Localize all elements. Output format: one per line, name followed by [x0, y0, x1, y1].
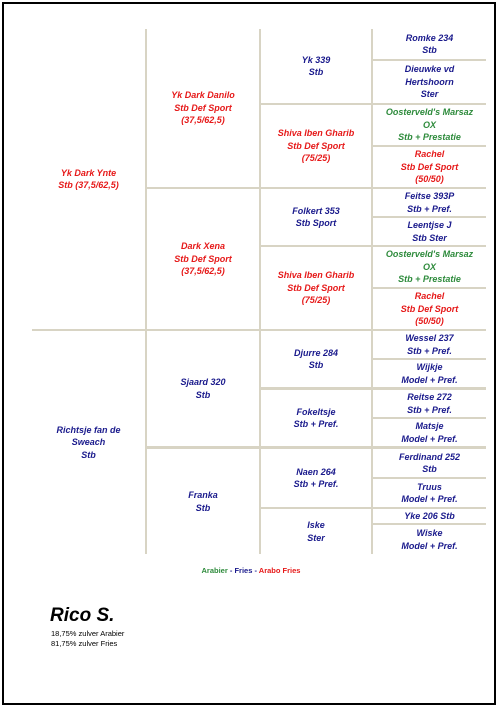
pedigree-cell-line: Stb + Pref.: [407, 203, 452, 214]
pedigree-cell-line: Naen 264: [296, 466, 336, 477]
pedigree-cell-line: Ster: [307, 532, 325, 543]
pedigree-cell-line: Leentjse J: [407, 220, 452, 230]
pedigree-cell-gen4: [373, 105, 486, 145]
pedigree-cell-line: Stb Def Sport: [287, 140, 345, 151]
pedigree-cell-line: OX: [422, 261, 436, 272]
pedigree-cell-line: Djurre 284: [293, 347, 339, 358]
percentage-arabier: 18,75% zulver Arabier: [51, 629, 125, 638]
pedigree-cell-line: Stb: [195, 502, 211, 513]
pedigree-cell-gen3: [261, 247, 371, 329]
pedigree-cell-line: OX: [422, 119, 436, 130]
pedigree-cell-line: (75/25): [301, 153, 331, 164]
pedigree-cell-line: Franka: [188, 490, 218, 500]
pedigree-cell-line: (37,5/62,5): [181, 266, 225, 277]
pedigree-cell-gen2: [147, 189, 259, 329]
pedigree-cell-gen3: [261, 29, 371, 103]
pedigree-cell-line: Wiske: [416, 528, 443, 538]
pedigree-cell-gen1: [32, 331, 145, 554]
legend-fries: Fries: [234, 566, 253, 575]
pedigree-cell-gen4: [373, 509, 486, 523]
pedigree-cell-line: Wijkje: [416, 362, 443, 372]
pedigree-cell-line: Fokeltsje: [296, 406, 336, 417]
pedigree-cell-line: Stb Def Sport: [174, 253, 232, 264]
pedigree-cell-gen4: [373, 61, 486, 103]
pedigree-cell-line: Romke 234: [405, 32, 454, 43]
pedigree-cell-line: Stb + Prestatie: [398, 274, 461, 285]
pedigree-cell-line: Model + Pref.: [401, 374, 458, 385]
pedigree-cell-line: (50/50): [415, 174, 444, 185]
pedigree-cell-line: Stb + Prestatie: [398, 132, 461, 143]
pedigree-cell-line: Stb: [422, 464, 437, 474]
pedigree-cell-line: Reitse 272: [407, 392, 452, 402]
pedigree-cell-gen3: [261, 509, 371, 554]
pedigree-cell-line: Stb: [422, 45, 437, 55]
pedigree-cell-line: Matsje: [415, 421, 444, 431]
pedigree-cell-line: Stb: [308, 360, 324, 370]
pedigree-cell-gen2: [147, 449, 259, 554]
pedigree-cell-gen3: [261, 105, 371, 187]
pedigree-cell-line: Wessel 237: [405, 333, 454, 343]
pedigree-cell-gen4: [373, 479, 486, 507]
pedigree-cell-line: Yke 206 Stb: [404, 510, 455, 521]
percentage-fries: 81,75% zulver Fries: [51, 639, 118, 648]
pedigree-cell-line: Yk Dark Ynte: [60, 167, 117, 178]
pedigree-cell-line: Yk 339: [301, 54, 331, 65]
pedigree-cell-line: Iske: [307, 520, 325, 530]
pedigree-cell-line: Truus: [417, 481, 442, 492]
pedigree-cell-line: Yk Dark Danilo: [171, 90, 235, 101]
pedigree-cell-gen3: [261, 189, 371, 245]
pedigree-cell-line: Ster: [420, 89, 439, 100]
pedigree-page: [2, 2, 496, 705]
pedigree-cell-line: Stb Ster: [412, 232, 447, 243]
pedigree-cell-gen4: [373, 218, 486, 245]
pedigree-table: [32, 29, 486, 554]
breed-legend: [4, 566, 498, 575]
pedigree-cell-gen4: [373, 331, 486, 358]
pedigree-cell-line: Stb Def Sport: [400, 303, 459, 314]
pedigree-cell-line: Shiva Iben Gharib: [277, 270, 355, 281]
pedigree-cell-line: Stb Def Sport: [400, 161, 459, 172]
pedigree-cell-line: Oosterveld's Marsaz: [385, 107, 474, 118]
pedigree-cell-gen4: [373, 147, 486, 187]
pedigree-cell-line: Stb: [81, 449, 96, 460]
legend-separator: -: [227, 566, 235, 575]
pedigree-cell-line: Rachel: [414, 291, 445, 302]
pedigree-cell-line: Oosterveld's Marsaz: [385, 249, 474, 260]
pedigree-cell-gen4: [373, 189, 486, 216]
pedigree-cell-line: Stb: [195, 389, 211, 400]
pedigree-cell-line: Model + Pref.: [401, 494, 458, 504]
pedigree-cell-line: Ferdinand 252: [398, 451, 461, 462]
pedigree-cell-line: Richtsje fan de: [56, 424, 121, 435]
pedigree-cell-line: Folkert 353: [292, 205, 340, 216]
pedigree-cell-line: Rachel: [414, 149, 445, 160]
pedigree-cell-line: Sjaard 320: [180, 377, 226, 387]
pedigree-cell-line: Sweach: [71, 437, 106, 448]
pedigree-cell-gen1: [32, 29, 145, 329]
pedigree-cell-line: Stb Sport: [295, 218, 337, 228]
pedigree-cell-line: Stb + Pref.: [293, 479, 339, 489]
pedigree-cell-gen4: [373, 449, 486, 477]
pedigree-cell-gen3: [261, 390, 371, 446]
pedigree-cell-line: (75/25): [301, 295, 331, 306]
pedigree-cell-line: Shiva Iben Gharib: [277, 128, 355, 139]
pedigree-cell-line: Stb: [308, 67, 324, 77]
pedigree-cell-gen4: [373, 289, 486, 329]
pedigree-cell-line: Stb Def Sport: [174, 102, 232, 113]
pedigree-cell-gen2: [147, 29, 259, 187]
pedigree-cell-gen2: [147, 331, 259, 446]
legend-arabo-fries: Arabo Fries: [258, 566, 301, 575]
pedigree-cell-line: Dark Xena: [180, 241, 226, 252]
pedigree-cell-gen3: [261, 331, 371, 387]
pedigree-cell-line: Hertshoorn: [405, 76, 454, 87]
pedigree-cell-line: Stb + Pref.: [407, 345, 452, 356]
pedigree-cell-gen4: [373, 247, 486, 287]
pedigree-cell-line: (50/50): [415, 316, 444, 327]
pedigree-cell-gen4: [373, 360, 486, 387]
legend-separator: -: [252, 566, 259, 575]
pedigree-cell-gen4: [373, 419, 486, 446]
pedigree-cell-line: Stb + Pref.: [293, 419, 339, 429]
legend-arabier: Arabier: [201, 566, 228, 575]
pedigree-cell-line: Model + Pref.: [401, 433, 458, 444]
pedigree-cell-gen4: [373, 29, 486, 59]
pedigree-cell-line: Feitse 393P: [404, 191, 455, 201]
horse-name: Rico S.: [50, 605, 115, 626]
pedigree-cell-line: Stb Def Sport: [287, 282, 345, 293]
pedigree-cell-line: Model + Pref.: [401, 540, 458, 551]
pedigree-cell-line: Stb + Pref.: [407, 404, 452, 415]
pedigree-cell-line: Dieuwke vd: [404, 64, 455, 75]
pedigree-cell-gen4: [373, 390, 486, 417]
pedigree-cell-gen3: [261, 449, 371, 507]
pedigree-cell-line: Stb (37,5/62,5): [58, 180, 119, 190]
pedigree-cell-line: (37,5/62,5): [181, 115, 225, 126]
pedigree-cell-gen4: [373, 525, 486, 554]
